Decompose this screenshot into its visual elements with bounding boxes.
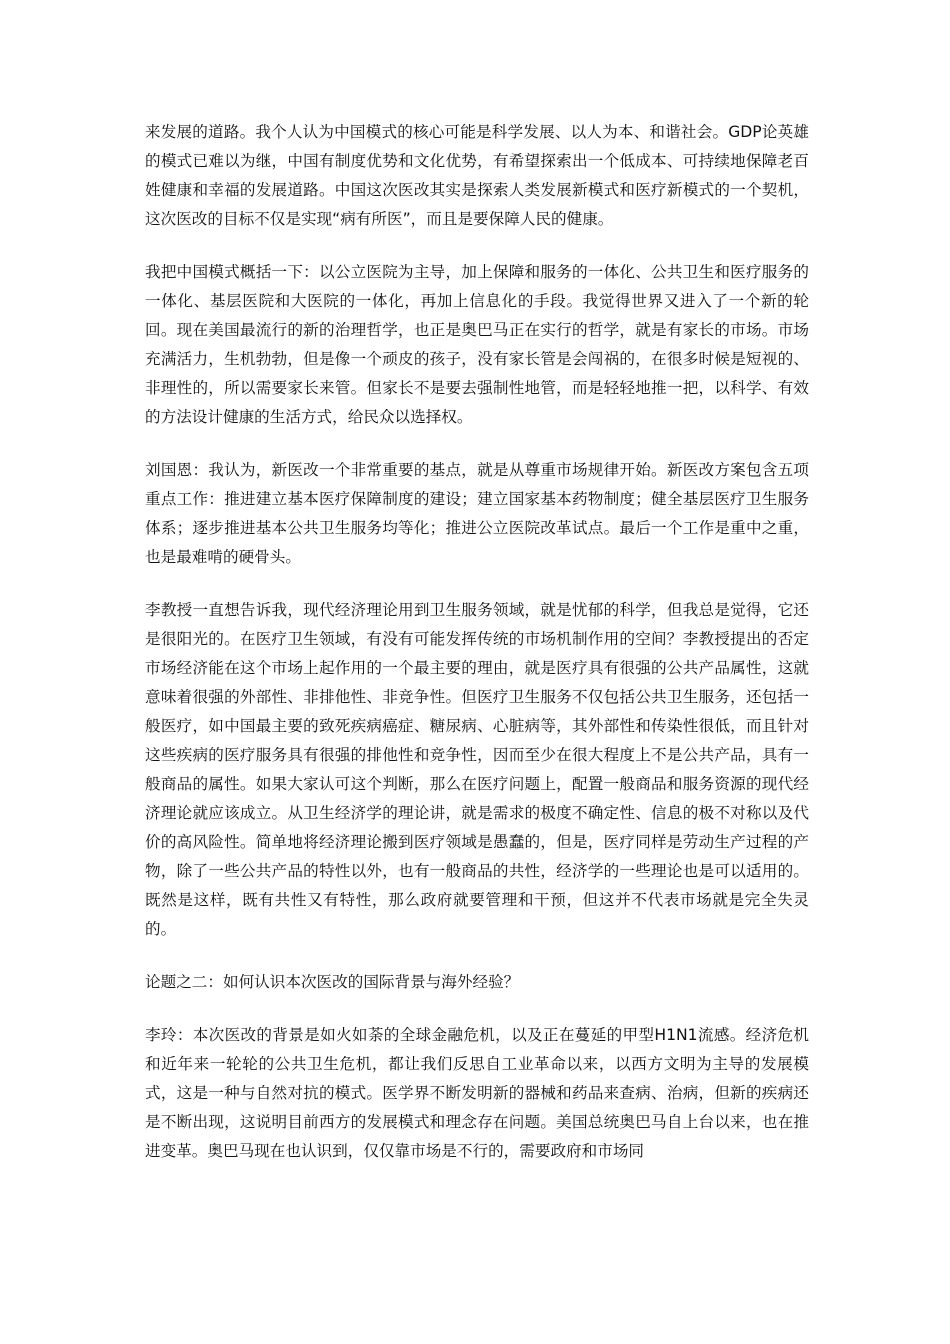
section-heading-topic-two: 论题之二：如何认识本次医改的国际背景与海外经验？: [145, 973, 520, 991]
paragraph-china-model-core: 来发展的道路。我个人认为中国模式的核心可能是科学发展、以人为本、和谐社会。GDP论英雄的模式已难以为继，中国有制度优势和文化优势，有希望探索出一个低成本、可持续地保障老百姓健康和幸福的发展道路。中国这次医改其实是探索人类发展新模式和医疗新模式的一个契机，这次医改的目标不仅是实现“病有所医”，而且是要保障人民的健康。: [145, 123, 809, 228]
document-page: [145, 118, 809, 1166]
paragraph-li-ling: 李玲：本次医改的背景是如火如荼的全球金融危机，以及正在蔓延的甲型H1N1流感。经济危机和近年来一轮轮的公共卫生危机，都让我们反思自工业革命以来，以西方文明为主导的发展模式，这是一种与自然对抗的模式。医学界不断发明新的器械和药品来查病、治病，但新的疾病还是不断出现，这说明目前西方的发展模式和理念存在问题。美国总统奥巴马自上台以来，也在推进变革。奥巴马现在也认识到，仅仅靠市场是不行的，需要政府和市场同: [145, 1026, 809, 1160]
paragraph-china-model-summary: 我把中国模式概括一下：以公立医院为主导，加上保障和服务的一体化、公共卫生和医疗服务的一体化、基层医院和大医院的一体化，再加上信息化的手段。我觉得世界又进入了一个新的轮回。现在美国最流行的新的治理哲学，也正是奥巴马正在实行的哲学，就是有家长的市场。市场充满活力，生机勃勃，但是像一个顽皮的孩子，没有家长管是会闯祸的，在很多时候是短视的、非理性的，所以需要家长来管。但家长不是要去强制性地管，而是轻轻地推一把，以科学、有效的方法设计健康的生活方式，给民众以选择权。: [145, 263, 809, 426]
paragraph-liu-guoen: 刘国恩：我认为，新医改一个非常重要的基点，就是从尊重市场规律开始。新医改方案包含五项重点工作：推进建立基本医疗保障制度的建设；建立国家基本药物制度；健全基层医疗卫生服务体系；逐步推进基本公共卫生服务均等化；推进公立医院改革试点。最后一个工作是重中之重，也是最难啃的硬骨头。: [145, 461, 809, 566]
paragraph-professor-li: 李教授一直想告诉我，现代经济理论用到卫生服务领域，就是忧郁的科学，但我总是觉得，它还是很阳光的。在医疗卫生领域，有没有可能发挥传统的市场机制作用的空间？李教授提出的否定市场经济能在这个市场上起作用的一个最主要的理由，就是医疗具有很强的公共产品属性，这就意味着很强的外部性、非排他性、非竞争性。但医疗卫生服务不仅包括公共卫生服务，还包括一般医疗，如中国最主要的致死疾病癌症、糖尿病、心脏病等，其外部性和传染性很低，而且针对这些疾病的医疗服务具有很强的排他性和竞争性，因而至少在很大程度上不是公共产品，具有一般商品的属性。如果大家认可这个判断，那么在医疗问题上，配置一般商品和服务资源的现代经济理论就应该成立。从卫生经济学的理论讲，就是需求的极度不确定性、信息的极不对称以及代价的高风险性。简单地将经济理论搬到医疗领域是愚蠢的，但是，医疗同样是劳动生产过程的产物，除了一些公共产品的特性以外，也有一般商品的共性，经济学的一些理论也是可以适用的。既然是这样，既有共性又有特性，那么政府就要管理和干预，但这并不代表市场就是完全失灵的。: [145, 601, 809, 938]
